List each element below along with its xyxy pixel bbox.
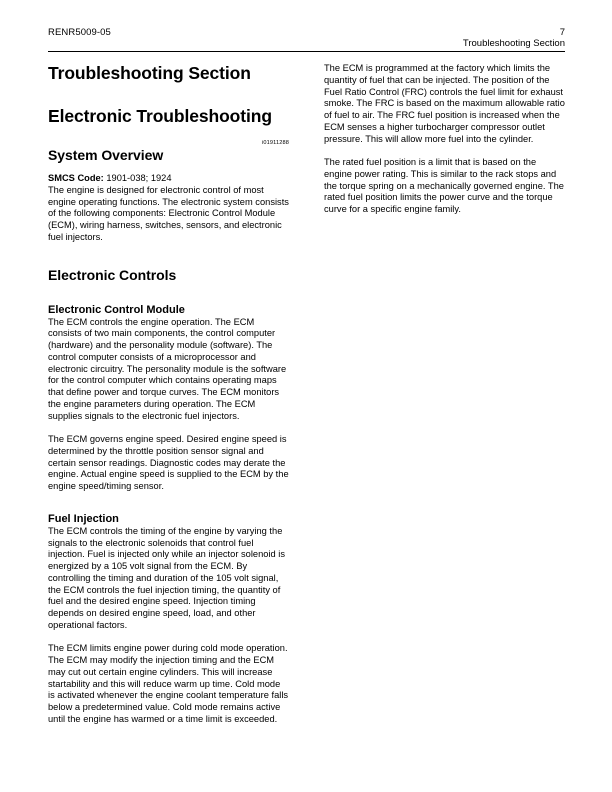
header-row — [48, 27, 565, 49]
heading-system-overview: System Overview — [48, 147, 164, 163]
page-title: Troubleshooting Section — [48, 63, 251, 83]
paragraph-rated-fuel-position: The rated fuel position is a limit that is based on the engine power rating. This is similar to the rack stops and the torque spring on a mechanically governed engine. The rated fuel position limits the power curve and the torque curve for a specific engine family. — [324, 157, 564, 214]
heading-fuel-injection: Fuel Injection — [48, 512, 119, 525]
header-divider-rule — [48, 51, 565, 52]
paragraph-ecm-components: The ECM controls the engine operation. The ECM consists of two main components, the control computer (hardware) and the personality module (software). The control computer consists of a microprocessor and electronic circuitry. The personality module is the software for the control computer which contains operating maps that define power and torque curves. The ECM monitors the engine parameters during operation. The ECM supplies signals to the electronic fuel injectors. — [48, 316, 287, 421]
smcs-code-value: 1901-038; 1924 — [103, 173, 172, 183]
page-subtitle: Electronic Troubleshooting — [48, 106, 272, 126]
paragraph-fuel-injection-timing: The ECM controls the timing of the engine by varying the signals to the electronic solenoids that control fuel injection. Fuel is injected only while an injector solenoid is energized by a 105 volt signal from the ECM. By controlling the timing and duration of the 105 volt signal, the ECM controls the fuel injection timing, the quantity of fuel and the desired engine speed. Injection timing depends on desired engine speed, load, and other operational factors. — [48, 525, 285, 630]
document-number: RENR5009-05 — [48, 27, 111, 38]
smcs-code-line — [48, 173, 289, 185]
paragraph-system-overview: The engine is designed for electronic control of most engine operating functions. The electronic system consists of the following components: Electronic Control Module (ECM), wiring harness, switches, sensors, and electronic fuel injectors. — [48, 184, 289, 242]
reference-id: i01911288 — [261, 140, 289, 146]
right-column — [324, 63, 565, 216]
paragraph-ecm-governs-speed: The ECM governs engine speed. Desired engine speed is determined by the throttle position sensor signal and certain sensor readings. Diagnostic codes may derate the engine. Actual engine speed is supplied to the ECM by the engine speed/timing sensor. — [48, 434, 289, 491]
heading-electronic-control-module: Electronic Control Module — [48, 303, 185, 316]
page-number: 7 — [559, 27, 565, 38]
paragraph-fuel-ratio-control: The ECM is programmed at the factory which limits the quantity of fuel that can be injected. The position of the Fuel Ratio Control (FRC) controls the fuel limit for exhaust smoke. The FRC is based on the maximum allowable ratio of fuel to air. The FRC fuel position is increased when the ECM senses a higher turbocharger compressor outlet pressure. This will allow more fuel into the cylinder. — [324, 63, 565, 144]
heading-electronic-controls: Electronic Controls — [48, 266, 177, 283]
header-section-name: Troubleshooting Section — [462, 38, 565, 49]
body-columns — [48, 63, 565, 763]
left-column — [48, 63, 289, 726]
smcs-code-label: SMCS Code: — [48, 173, 104, 183]
page-header — [48, 27, 565, 57]
paragraph-cold-mode: The ECM limits engine power during cold mode operation. The ECM may modify the injection timing and the ECM may cut out certain engine cylinders. This will increase startability and this will reduce warm up time. Cold mode is activated whenever the engine coolant temperature falls below a predetermined value. Cold mode remains active until the engine has warmed or a time limit is exceeded. — [48, 643, 289, 724]
